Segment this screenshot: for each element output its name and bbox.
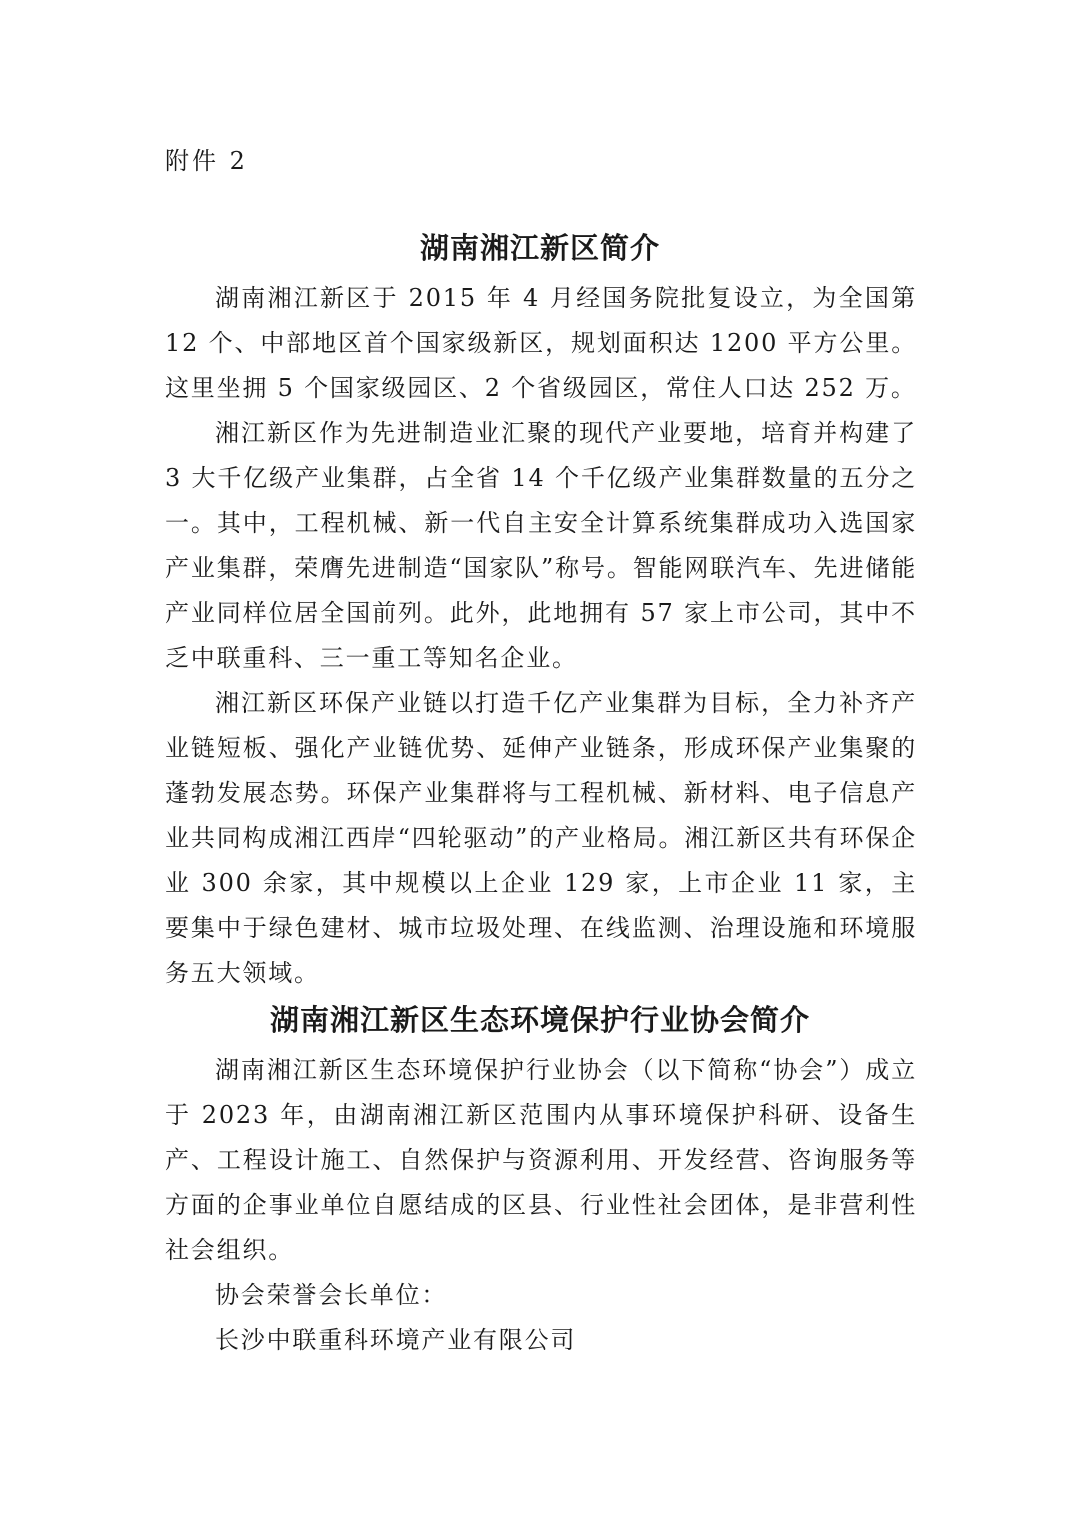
section1-title: 湖南湘江新区简介 <box>419 231 660 265</box>
section1-paragraph-1: 湖南湘江新区于 2015 年 4 月经国务院批复设立，为全国第 12 个、中部地区首个国家级新区，规划面积达 1200 平方公里。这里坐拥 5 个国家级园区、2 个省级园区，常住人口达 252 万。 <box>165 284 917 402</box>
honorary-president-label: 协会荣誉会长单位： <box>215 1281 448 1309</box>
section2-title: 湖南湘江新区生态环境保护行业协会简介 <box>269 1003 810 1037</box>
section2-paragraph-1: 湖南湘江新区生态环境保护行业协会（以下简称“协会”）成立于 2023 年，由湖南湘江新区范围内从事环境保护科研、设备生产、工程设计施工、自然保护与资源利用、开发经营、咨询服务等方面的企事业单位自愿结成的区县、行业性社会团体，是非营利性社会组织。 <box>165 1056 917 1264</box>
section1-paragraph-2: 湘江新区作为先进制造业汇聚的现代产业要地，培育并构建了 3 大千亿级产业集群，占全省 14 个千亿级产业集群数量的五分之一。其中，工程机械、新一代自主安全计算系统集群成功入选国家产业集群，荣膺先进制造“国家队”称号。智能网联汽车、先进储能产业同样位居全国前列。此外，此地拥有 57 家上市公司，其中不乏中联重科、三一重工等知名企业。 <box>165 419 917 672</box>
section2-body <box>165 1048 917 1363</box>
section1-paragraph-3: 湘江新区环保产业链以打造千亿产业集群为目标，全力补齐产业链短板、强化产业链优势、延伸产业链条，形成环保产业集聚的蓬勃发展态势。环保产业集群将与工程机械、新材料、电子信息产业共同构成湘江西岸“四轮驱动”的产业格局。湘江新区共有环保企业 300 余家，其中规模以上企业 129 家，上市企业 11 家，主要集中于绿色建材、城市垃圾处理、在线监测、治理设施和环境服务五大领域。 <box>165 689 917 987</box>
honorary-president-company: 长沙中联重科环境产业有限公司 <box>215 1326 577 1354</box>
section1-body <box>165 276 917 996</box>
attachment-label: 附件 2 <box>165 147 248 175</box>
